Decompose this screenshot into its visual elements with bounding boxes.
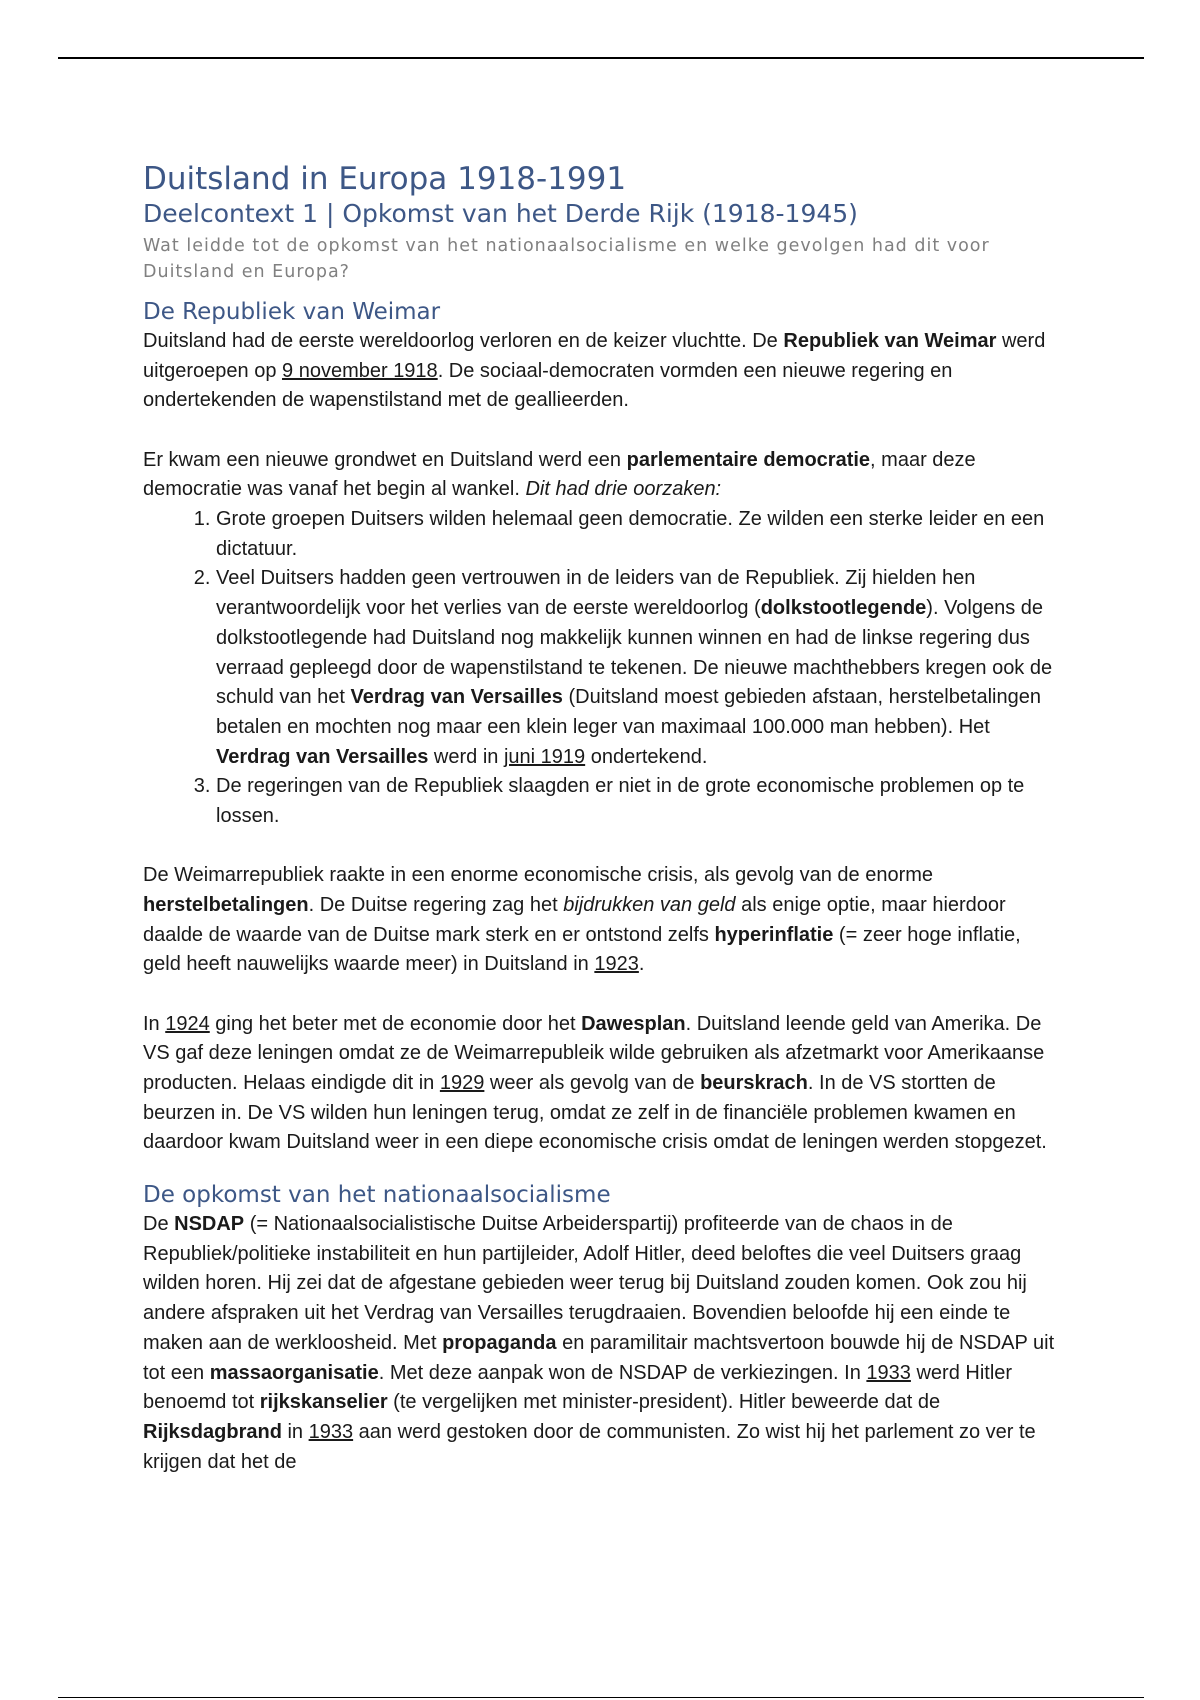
paragraph: Duitsland had de eerste wereldoorlog verloren en de keizer vluchtte. De Republiek van Weimar werd uitgeroepen op 9 november 1918. De sociaal-democraten vormden een nieuwe regering en ondertekenden de wapenstilstand met de geallieerden. bbox=[143, 330, 1046, 412]
paragraph: Er kwam een nieuwe grondwet en Duitsland werd een parlementaire democratie, maar deze democratie was vanaf het begin al wankel. Dit had drie oorzaken: bbox=[143, 448, 976, 501]
document-title: Duitsland in Europa 1918-1991 bbox=[143, 161, 627, 197]
section-heading-nationaalsocialisme: De opkomst van het nationaalsocialisme bbox=[143, 1182, 611, 1209]
list-item: 2. Veel Duitsers hadden geen vertrouwen in de leiders van de Republiek. Zij hielden hen verantwoordelijk voor het verlies van de eerste wereldoorlog (dolkstootlegende). Volgens de dolkstootlegende had Duitsland nog makkelijk kunnen winnen en had de linkse regering dus verraad gepleegd door de wapenstilstand te tekenen. De nieuwe machthebbers kregen ook de schuld van het Verdrag van Versailles (Duitsland moest gebieden afstaan, herstelbetalingen betalen en mochten nog maar een klein leger van maximaal 100.000 man hebben). Het Verdrag van Versailles werd in juni 1919 ondertekend. bbox=[216, 564, 1063, 772]
header-rule bbox=[58, 57, 1144, 59]
paragraph: De Weimarrepubliek raakte in een enorme economische crisis, als gevolg van de enorme herstelbetalingen. De Duitse regering zag het bijdrukken van geld als enige optie, maar hierdoor daalde de waarde van de Duitse mark sterk en er ontstond zelfs hyperinflatie (= zeer hoge inflatie, geld heeft nauwelijks waarde meer) in Duitsland in 1923. bbox=[143, 864, 1021, 976]
footer-rule bbox=[58, 1697, 1144, 1698]
central-question: Wat leidde tot de opkomst van het nationaalsocialisme en welke gevolgen had dit voor Duitsland en Europa? bbox=[143, 236, 990, 282]
paragraph: De NSDAP (= Nationaalsocialistische Duitse Arbeiderspartij) profiteerde van de chaos in de Republiek/politieke instabiliteit en hun partijleider, Adolf Hitler, deed beloftes die veel Duitsers graag wilden horen. Hij zei dat de afgestane gebieden weer terug bij Duitsland zouden komen. Ook zou hij andere afspraken uit het Verdrag van Versailles terugdraaien. Bovendien beloofde hij een einde te maken aan de werkloosheid. Met propaganda en paramilitair machtsvertoon bouwde hij de NSDAP uit tot een massaorganisatie. Met deze aanpak won de NSDAP de verkiezingen. In 1933 werd Hitler benoemd tot rijkskanselier (te vergelijken met minister-president). Hitler beweerde dat de Rijksdagbrand in 1933 aan werd gestoken door de communisten. Zo wist hij het parlement zo ver te krijgen dat het de bbox=[143, 1213, 1055, 1473]
section-heading-weimar: De Republiek van Weimar bbox=[143, 299, 441, 325]
list-item: 3. De regeringen van de Republiek slaagden er niet in de grote economische problemen op te lossen. bbox=[216, 772, 1063, 831]
document-subtitle: Deelcontext 1 | Opkomst van het Derde Rijk (1918-1945) bbox=[143, 199, 858, 228]
causes-list bbox=[143, 505, 1063, 832]
paragraph: In 1924 ging het beter met de economie door het Dawesplan. Duitsland leende geld van Amerika. De VS gaf deze leningen omdat ze de Weimarrepubleik wilde gebruiken als afzetmarkt voor Amerikaanse producten. Helaas eindigde dit in 1929 weer als gevolg van de beurskrach. In de VS stortten de beurzen in. De VS wilden hun leningen terug, omdat ze zelf in de financiële problemen kwamen en daardoor kwam Duitsland weer in een diepe economische crisis omdat de leningen werden stopgezet. bbox=[143, 1012, 1047, 1154]
document-page bbox=[143, 160, 1063, 1477]
list-item: 1. Grote groepen Duitsers wilden helemaal geen democratie. Ze wilden een sterke leider en een dictatuur. bbox=[216, 505, 1063, 564]
